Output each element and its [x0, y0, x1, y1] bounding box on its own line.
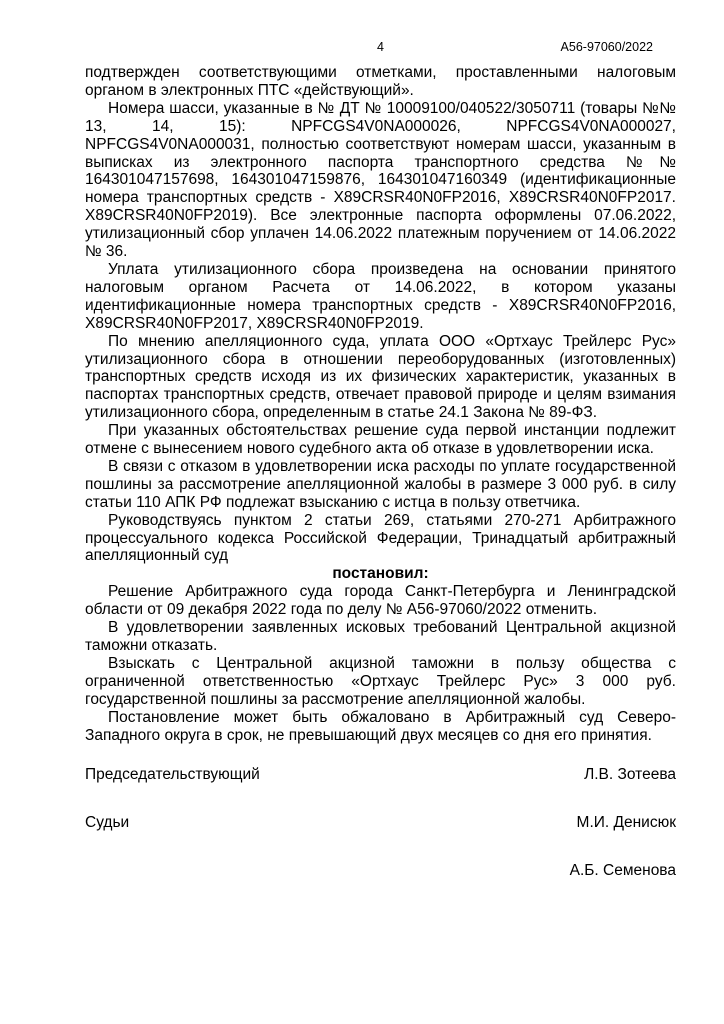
resolution-heading: постановил: [332, 565, 429, 583]
signature-name: А.Б. Семенова [569, 862, 676, 880]
paragraph-decision-reversal: При указанных обстоятельствах решение суда первой инстанции подлежит отмене с вынесением нового судебного акта об отказе в удовлетворении иска. [85, 422, 676, 458]
signature-role: Председательствующий [85, 766, 260, 784]
paragraph-state-duty: В связи с отказом в удовлетворении иска расходы по уплате государственной пошлины за рассмотрение апелляционной жалобы в размере 3 000 руб. в силу статьи 110 АПК РФ подлежат взысканию с истца в пользу ответчика. [85, 457, 676, 511]
resolution-paragraph-refuse-claims: В удовлетворении заявленных исковых требований Центральной акцизной таможни отказать. [85, 619, 676, 654]
page-header [85, 40, 676, 54]
paragraph-fee-payment: Уплата утилизационного сбора произведена на основании принятого налоговым органом Расчета от 14.06.2022, в котором указаны идентификационные номера транспортных средств - X89CRSR40N0FP2016, X89CRSR40N0FP2017, X89CRSR40N0FP2019. [85, 260, 676, 332]
page-number: 4 [377, 40, 384, 54]
paragraph-chassis-numbers: Номера шасси, указанные в № ДТ № 10009100/040522/3050711 (товары №№ 13, 14, 15): NPFCGS4V0NA000026, NPFCGS4V0NA000027, NPFCGS4V0NA000031, полностью соответствуют номерам шасси, указанным в выписках из электронного паспорта транспортного средства №№ 164301047157698, 164301047159876, 164301047160349 (идентификационные номера транспортных средств - X89CRSR40N0FP2016, X89CRSR40N0FP2017. X89CRSR40N0FP2019). Все электронные паспорта оформлены 07.06.2022, утилизационный сбор уплачен 14.06.2022 платежным поручением от 14.06.2022 № 36. [85, 99, 676, 261]
paragraph-continuation: подтвержден соответствующими отметками, проставленными налоговым органом в электронных ПТС «действующий». [85, 64, 676, 99]
signature-name: М.И. Денисюк [576, 814, 676, 832]
paragraph-legal-basis: Руководствуясь пунктом 2 статьи 269, статьями 270-271 Арбитражного процессуального кодекса Российской Федерации, Тринадцатый арбитражный апелляционный суд [85, 511, 676, 565]
document-body [85, 64, 676, 880]
signature-role: Судьи [85, 814, 130, 832]
resolution-paragraph-cancel: Решение Арбитражного суда города Санкт-Петербурга и Ленинградской области от 09 декабря 2022 года по делу № А56-97060/2022 отменить. [85, 583, 676, 619]
signature-row-presiding [85, 766, 676, 784]
paragraph-court-opinion: По мнению апелляционного суда, уплата ООО «Ортхаус Трейлерс Рус» утилизационного сбора в отношении переоборудованных (изготовленных) транспортных средств исходя из их физических характеристик, указанных в паспортах транспортных средств, отвечает правовой природе и целям взимания утилизационного сбора, определенным в статье 24.1 Закона № 89-ФЗ. [85, 332, 676, 422]
signature-row-judge-1 [85, 814, 676, 832]
resolution-paragraph-appeal-term: Постановление может быть обжаловано в Арбитражный суд Северо-Западного округа в срок, не превышающий двух месяцев со дня его принятия. [85, 708, 676, 744]
case-number: А56-97060/2022 [560, 40, 653, 54]
signature-row-judge-2 [85, 862, 676, 880]
signature-name: Л.В. Зотеева [584, 766, 676, 784]
resolution-paragraph-recover-duty: Взыскать с Центральной акцизной таможни в пользу общества с ограниченной ответственностью «Ортхаус Трейлерс Рус» 3 000 руб. государственной пошлины за рассмотрение апелляционной жалобы. [85, 654, 676, 708]
signature-block [85, 766, 676, 880]
